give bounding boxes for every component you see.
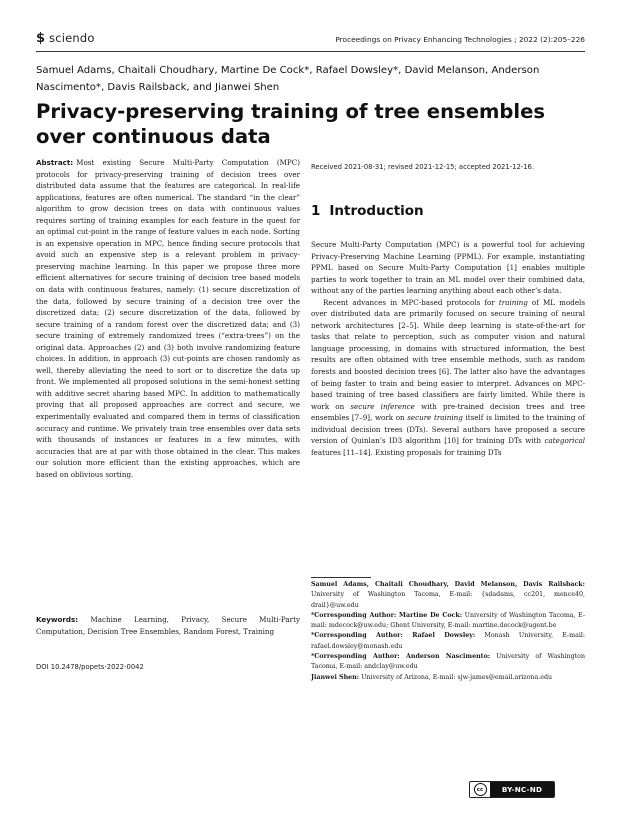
doi-link[interactable]: DOI 10.2478/popets-2022-0042 — [36, 663, 144, 671]
footnote-author: *Corresponding Author: Rafael Dowsley: — [311, 632, 476, 640]
footnote — [311, 631, 585, 652]
section-title: Introduction — [329, 203, 424, 219]
intro-emphasis: categorical — [544, 436, 585, 446]
intro-emphasis: secure inference — [350, 401, 415, 411]
footnote-text: University of Washington Tacoma, E-mail: andclay@uw.edu — [311, 653, 585, 671]
footnote — [311, 652, 585, 673]
intro-emphasis: training — [498, 297, 528, 307]
introduction-body — [311, 239, 585, 458]
intro-text: itself is limited to the training of individual decision trees (DTs). Several authors have proposed a secure version of Quinlan’s ID3 algorithm [10] for training DTs with — [311, 413, 585, 446]
footnote-author: *Corresponding Author: Martine De Cock: — [311, 611, 463, 619]
footnote-author: Samuel Adams, Chaitali Choudhary, David Melanson, Davis Railsback: — [311, 581, 585, 588]
paper-title: Privacy-preserving training of tree ensembles over continuous data — [36, 100, 546, 148]
footnote — [311, 580, 585, 611]
footnote — [311, 611, 585, 632]
sciendo-logo-icon: $ — [36, 30, 46, 46]
intro-text: of ML models over distributed data are primarily focused on secure training of neural network architectures [2–5]. While deep learning is state-of-the-art for tasks that relate to perception, such as computer vision and natural language processing, in domains with structured information, the best results are often obtained with tree ensemble methods, such as random forests and boosted decision trees [6]. The latter also have the advantages of being faster to train and being easier to interpret. Advances on MPC-based training of tree based classifiers are fairly limited. While there is work on — [311, 297, 585, 411]
footnote-author: Jianwei Shen: — [311, 673, 360, 681]
intro-text: Recent advances in MPC-based protocols for — [323, 297, 499, 307]
journal-reference: Proceedings on Privacy Enhancing Technologies ; 2022 (2):205–226 — [335, 35, 585, 44]
intro-emphasis: secure training — [407, 413, 463, 423]
keywords-text: Machine Learning, Privacy, Secure Multi-Party Computation, Decision Tree Ensembles, Random Forest, Training — [36, 615, 300, 636]
received-dates: Received 2021-08-31; revised 2021-12-15; accepted 2021-12-16. — [311, 163, 535, 171]
footnote-text: Monash University, E-mail: rafael.dowsley@monash.edu — [311, 632, 585, 650]
publisher-logo — [36, 31, 95, 45]
abstract — [36, 157, 300, 480]
abstract-label: Abstract: — [36, 158, 74, 167]
cc-icon-text: cc — [474, 783, 487, 796]
author-affiliations — [311, 580, 585, 683]
license-badge[interactable] — [469, 781, 555, 798]
keywords — [36, 614, 300, 637]
footnote-author: *Corresponding Author: Anderson Nascimento: — [311, 653, 491, 661]
footnote-text: University of Washington Tacoma, E-mail: mdecock@uw.edu; Ghent University, E-mail: martine.decock@ugent.be — [311, 611, 585, 630]
header-divider — [36, 51, 585, 52]
publisher-name: sciendo — [49, 31, 95, 45]
author-list: Samuel Adams, Chaitali Choudhary, Martine De Cock*, Rafael Dowsley*, David Melanson, Anderson Nascimento*, Davis Railsback, and Jianwei Shen — [36, 65, 540, 93]
creative-commons-icon — [470, 782, 490, 797]
intro-paragraph-1: Secure Multi-Party Computation (MPC) is a powerful tool for achieving Privacy-Preserving Machine Learning (PPML). For example, instantiating PPML based on Secure Multi-Party Computation [1] enables multiple parties to work together to train an ML model over their combined data, without any of the parties learning anything about each other’s data. — [311, 240, 585, 296]
section-heading — [311, 203, 424, 219]
license-label: BY-NC-ND — [490, 782, 554, 797]
intro-text: features [11–14]. Existing proposals for training DTs — [311, 447, 502, 457]
footnote — [311, 673, 585, 683]
keywords-label: Keywords: — [36, 615, 79, 624]
footnote-divider — [311, 577, 371, 578]
footnote-text: University of Arizona, E-mail: sjw-james@email.arizona.edu — [359, 673, 553, 681]
intro-paragraph-2 — [311, 297, 585, 459]
abstract-text: Most existing Secure Multi-Party Computation (MPC) protocols for privacy-preserving training of decision trees over distributed data assume that the features are categorical. In real-life applications, features are often numerical. The standard “in the clear” algorithm to grow decision trees on data with continuous values requires sorting of training examples for each feature in the quest for an optimal cut-point in the range of feature values in each node. Sorting is an expensive operation in MPC, hence finding secure protocols that avoid such an expensive step is a relevant problem in privacy-preserving machine learning. In this paper we propose three more efficient alternatives for secure training of decision tree based models on data with continuous features, namely: (1) secure discretization of the data, followed by secure training of a decision tree over the discretized data; (2) secure discretization of the data, followed by secure training of a random forest over the discretized data; and (3) secure training of extremely randomized trees (“extra-trees”) on the original data. Approaches (2) and (3) both involve randomizing feature choices. In addition, in approach (3) cut-points are chosen randomly as well, thereby alleviating the need to sort or to discretize the data up front. We implemented all proposed solutions in the semi-honest setting with additive secret sharing based MPC. In addition to mathematically proving that all proposed approaches are correct and secure, we experimentally evaluated and compared them in terms of classification accuracy and runtime. We privately train tree ensembles over data sets with thousands of instances or features in a few minutes, with accuracies that are at par with those obtained in the clear. This makes our solution more efficient than the existing approaches, which are based on oblivious sorting. — [36, 158, 300, 479]
section-number: 1 — [311, 203, 321, 219]
intro-text: with pre-trained decision trees and tree ensembles [7–9], work on — [311, 401, 585, 423]
footnote-text: University of Washington Tacoma, E-mail: {sdadams, cc201, mence40, drail}@uw.edu — [311, 591, 585, 609]
